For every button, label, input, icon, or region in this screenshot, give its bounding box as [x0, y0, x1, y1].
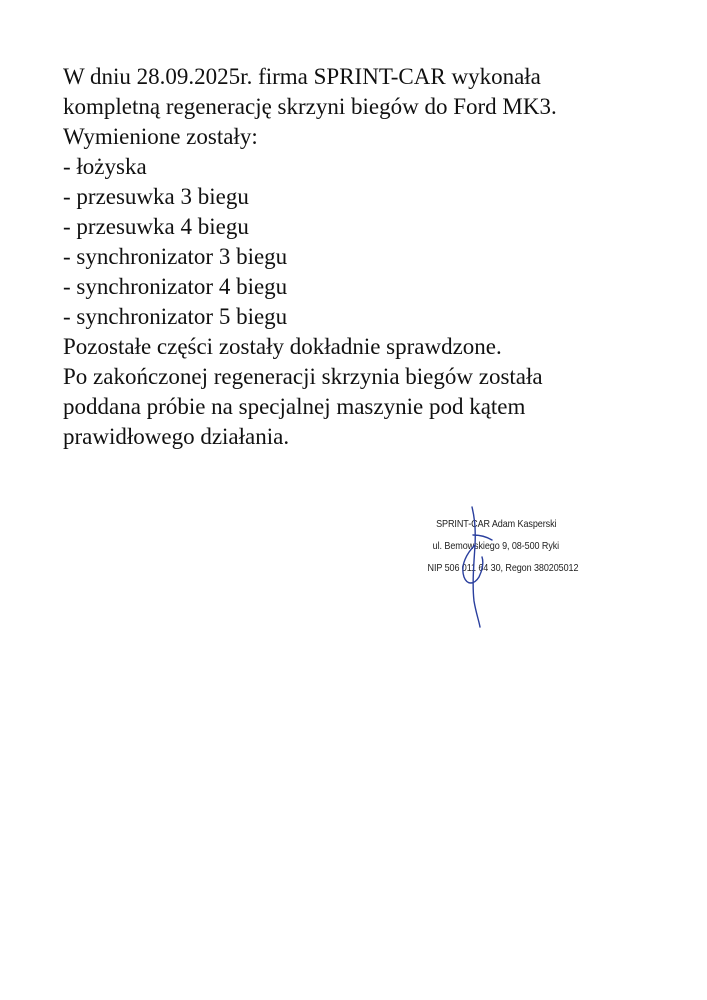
letter-line: W dniu 28.09.2025r. firma SPRINT-CAR wykonała	[63, 64, 541, 89]
stamp-address: ul. Bemowskiego 9, 08-500 Ryki	[432, 540, 560, 552]
list-item: - synchronizator 4 biegu	[63, 274, 288, 299]
letter-line: poddana próbie na specjalnej maszynie pod kątem	[63, 394, 526, 419]
stamp-company-name: SPRINT-CAR Adam Kasperski	[436, 518, 557, 530]
list-item: - synchronizator 3 biegu	[63, 244, 288, 269]
list-item: - synchronizator 5 biegu	[63, 304, 288, 329]
list-item: - łożyska	[63, 154, 147, 179]
letter-line: Po zakończonej regeneracji skrzynia biegów została	[63, 364, 543, 389]
letter-line: kompletną regenerację skrzyni biegów do Ford MK3.	[63, 94, 557, 119]
letter-line: prawidłowego działania.	[63, 424, 290, 449]
stamp-tax-ids: NIP 506 011 64 30, Regon 380205012	[427, 562, 579, 574]
letter-body	[63, 62, 683, 452]
list-item: - przesuwka 4 biegu	[63, 214, 249, 239]
letter-line: Wymienione zostały:	[63, 124, 258, 149]
handwritten-signature	[452, 505, 512, 630]
list-item: - przesuwka 3 biegu	[63, 184, 249, 209]
letter-line: Pozostałe części zostały dokładnie sprawdzone.	[63, 334, 502, 359]
